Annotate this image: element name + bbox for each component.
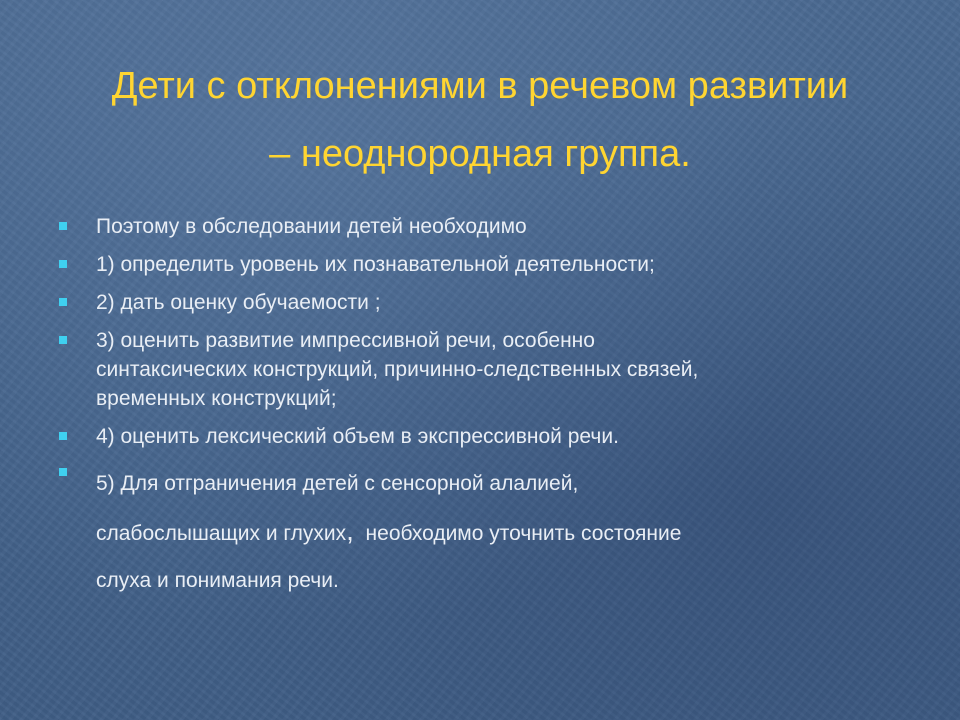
list-item-text: 4) оценить лексический объем в экспрессивной речи. <box>96 425 619 448</box>
square-bullet-icon <box>59 222 67 230</box>
list-item-text: слуха и понимания речи. <box>96 569 339 592</box>
list-item <box>58 326 918 413</box>
bullet-list <box>58 212 918 613</box>
list-item-text: Поэтому в обследовании детей необходимо <box>96 215 527 238</box>
square-bullet-icon <box>59 468 67 476</box>
list-item-text: 3) оценить развитие импрессивной речи, особенно <box>96 329 595 352</box>
list-item-text: временных конструкций; <box>96 387 337 410</box>
list-item <box>58 250 918 279</box>
square-bullet-icon <box>59 336 67 344</box>
slide-title <box>40 52 920 188</box>
square-bullet-icon <box>59 260 67 268</box>
list-item-text: 2) дать оценку обучаемости ; <box>96 291 381 314</box>
list-item-text: 5) Для отграничения детей с сенсорной алалией, <box>96 472 579 495</box>
title-line-1: Дети с отклонениями в речевом развитии <box>111 65 849 107</box>
list-item <box>58 460 918 604</box>
square-bullet-icon <box>59 432 67 440</box>
list-item-text: необходимо уточнить состояние <box>353 522 682 545</box>
list-item <box>58 212 918 241</box>
list-item-comma: , <box>346 515 354 546</box>
square-bullet-icon <box>59 298 67 306</box>
list-item-text: синтаксических конструкций, причинно-следственных связей, <box>96 358 699 381</box>
list-item-text-row <box>96 507 918 557</box>
list-item <box>58 422 918 451</box>
list-item <box>58 288 918 317</box>
title-line-2: – неоднородная группа. <box>269 133 691 175</box>
list-item-text: 1) определить уровень их познавательной деятельности; <box>96 253 655 276</box>
list-item-text: слабослышащих и глухих <box>96 522 347 545</box>
